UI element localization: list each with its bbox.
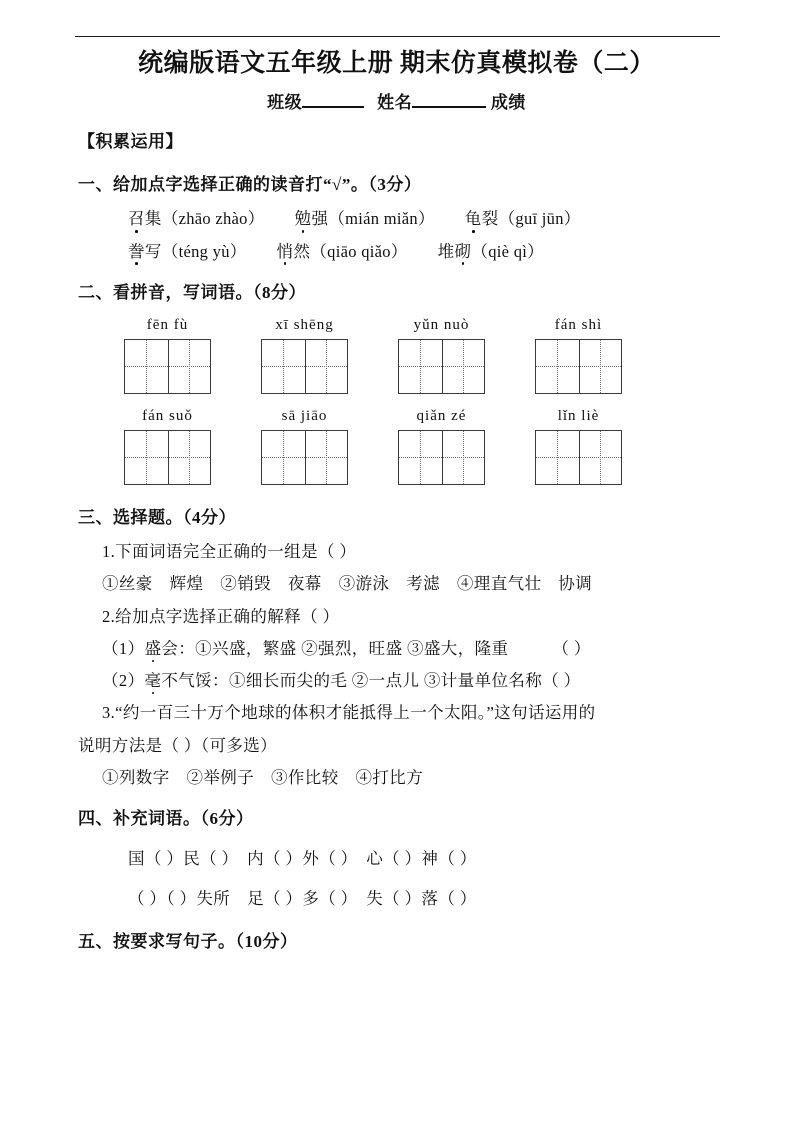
page-title: 统编版语文五年级上册 期末仿真模拟卷（二） (138, 50, 655, 77)
dotted-char: 毫 (144, 671, 162, 691)
class-blank[interactable] (302, 106, 364, 108)
pinyin-choice[interactable]: （mián miǎn） (328, 209, 435, 229)
idiom-row[interactable]: （ ）（ ）失所 足（ ）多（ ） 失（ ）落（ ） (128, 889, 477, 909)
score-label: 成绩 (490, 93, 526, 113)
pinyin-grid-group (261, 408, 348, 485)
pinyin-grid-row-2 (124, 408, 721, 485)
q2-stem[interactable]: 2.给加点字选择正确的解释（ ） (102, 606, 340, 626)
header-rule (75, 36, 720, 37)
pinyin-label: fēn fù (146, 316, 189, 333)
tianzige-cell[interactable] (262, 431, 305, 484)
tianzige-box[interactable] (124, 339, 211, 394)
dotted-char: 召 (128, 209, 145, 229)
pinyin-grid-row-1 (124, 317, 721, 394)
dotted-char: 誊 (128, 241, 145, 261)
reading-item (295, 209, 435, 228)
pinyin-label: fán shì (554, 316, 603, 333)
reading-item (277, 242, 408, 261)
word-rest: 然 (293, 241, 311, 261)
class-label: 班级 (267, 93, 303, 113)
pinyin-label: xī shēng (275, 316, 334, 333)
reading-item (438, 242, 544, 261)
tianzige-cell[interactable] (442, 340, 485, 393)
word-rest: 裂 (481, 209, 499, 229)
q2-sub1-answer-blank[interactable]: （ ） (552, 638, 591, 658)
idiom-row[interactable]: 国（ ）民（ ） 内（ ）外（ ） 心（ ）神（ ） (128, 849, 477, 869)
tianzige-box[interactable] (261, 339, 348, 394)
tianzige-cell[interactable] (125, 340, 168, 393)
reading-item (128, 242, 247, 261)
tianzige-cell[interactable] (579, 340, 622, 393)
name-label: 姓名 (377, 93, 413, 113)
q1-stem[interactable]: 1.下面词语完全正确的一组是（ ） (102, 541, 357, 561)
tianzige-cell[interactable] (536, 340, 579, 393)
tianzige-box[interactable] (535, 339, 622, 394)
tianzige-box[interactable] (398, 430, 485, 485)
word-rest: 强 (311, 209, 329, 229)
tianzige-cell[interactable] (399, 431, 442, 484)
word-rest: 写 (144, 241, 162, 261)
pinyin-grid-group (261, 317, 348, 394)
pinyin-choice[interactable]: （qiè qì） (471, 241, 544, 261)
tianzige-box[interactable] (398, 339, 485, 394)
section-5-heading: 五、按要求写句子。（10分） (78, 932, 298, 952)
q2-sub1-text: 会：①兴盛，繁盛 ②强烈，旺盛 ③盛大，隆重 (161, 638, 509, 658)
tianzige-cell[interactable] (305, 431, 348, 484)
tianzige-cell[interactable] (579, 431, 622, 484)
word-prefix: 堆 (437, 241, 455, 261)
q3-options[interactable]: ①列数字 ②举例子 ③作比较 ④打比方 (102, 768, 424, 788)
pinyin-label: fán suǒ (142, 407, 193, 424)
tianzige-cell[interactable] (262, 340, 305, 393)
q3-stem-line-1: 3.“约一百三十万个地球的体积才能抵得上一个太阳。”这句话运用的 (102, 703, 596, 723)
section-4-heading: 四、补充词语。（6分） (78, 809, 254, 829)
q2-sub1[interactable] (102, 640, 721, 657)
tianzige-box[interactable] (124, 430, 211, 485)
pinyin-grid-group (398, 317, 485, 394)
pinyin-grid-group (535, 408, 622, 485)
pinyin-choice[interactable]: （zhāo zhào） (161, 209, 265, 229)
q2-sub2-text: 不气馁：①细长而尖的毛 ②一点儿 ③计量单位名称（ ） (161, 671, 581, 691)
reading-item (465, 209, 581, 228)
pinyin-choice[interactable]: （téng yù） (161, 241, 247, 261)
pinyin-grid-group (124, 317, 211, 394)
tianzige-box[interactable] (261, 430, 348, 485)
dotted-char: 盛 (144, 638, 162, 658)
pinyin-label: lǐn liè (557, 407, 600, 424)
student-info-line (72, 88, 721, 113)
section-1-row-1 (128, 210, 721, 227)
name-blank[interactable] (412, 106, 486, 108)
section-1-heading: 一、给加点字选择正确的读音打“√”。（3分） (78, 175, 422, 195)
tianzige-cell[interactable] (125, 431, 168, 484)
tianzige-cell[interactable] (305, 340, 348, 393)
tianzige-cell[interactable] (168, 431, 211, 484)
pinyin-grid-group (535, 317, 622, 394)
tianzige-cell[interactable] (168, 340, 211, 393)
pinyin-label: qiǎn zé (416, 407, 467, 424)
part-header: 【积累运用】 (78, 132, 183, 152)
dotted-char: 砌 (454, 241, 472, 261)
tianzige-box[interactable] (535, 430, 622, 485)
q1-options[interactable]: ①丝豪 辉煌 ②销毁 夜幕 ③游泳 考滤 ④理直气壮 协调 (102, 574, 593, 594)
tianzige-cell[interactable] (442, 431, 485, 484)
pinyin-label: yǔn nuò (413, 316, 470, 333)
q2-sub1-prefix: （1） (102, 638, 145, 658)
tianzige-cell[interactable] (399, 340, 442, 393)
pinyin-choice[interactable]: （qiāo qiǎo） (310, 241, 408, 261)
pinyin-choice[interactable]: （guī jūn） (498, 209, 581, 229)
word-rest: 集 (144, 209, 162, 229)
q3-stem-line-2[interactable]: 说明方法是（ ）（可多选） (78, 735, 278, 755)
tianzige-cell[interactable] (536, 431, 579, 484)
section-3-heading: 三、选择题。（4分） (78, 507, 236, 527)
dotted-char: 悄 (276, 241, 294, 261)
dotted-char: 勉 (294, 209, 312, 229)
pinyin-label: sā jiāo (281, 407, 328, 424)
pinyin-grid-group (398, 408, 485, 485)
dotted-char: 龟 (464, 209, 482, 229)
pinyin-grid-group (124, 408, 211, 485)
section-1-row-2 (128, 243, 721, 260)
q2-sub2-prefix: （2） (102, 671, 145, 691)
q2-sub2[interactable] (102, 672, 721, 689)
reading-item (128, 209, 265, 228)
section-2-heading: 二、看拼音，写词语。（8分） (78, 282, 306, 302)
